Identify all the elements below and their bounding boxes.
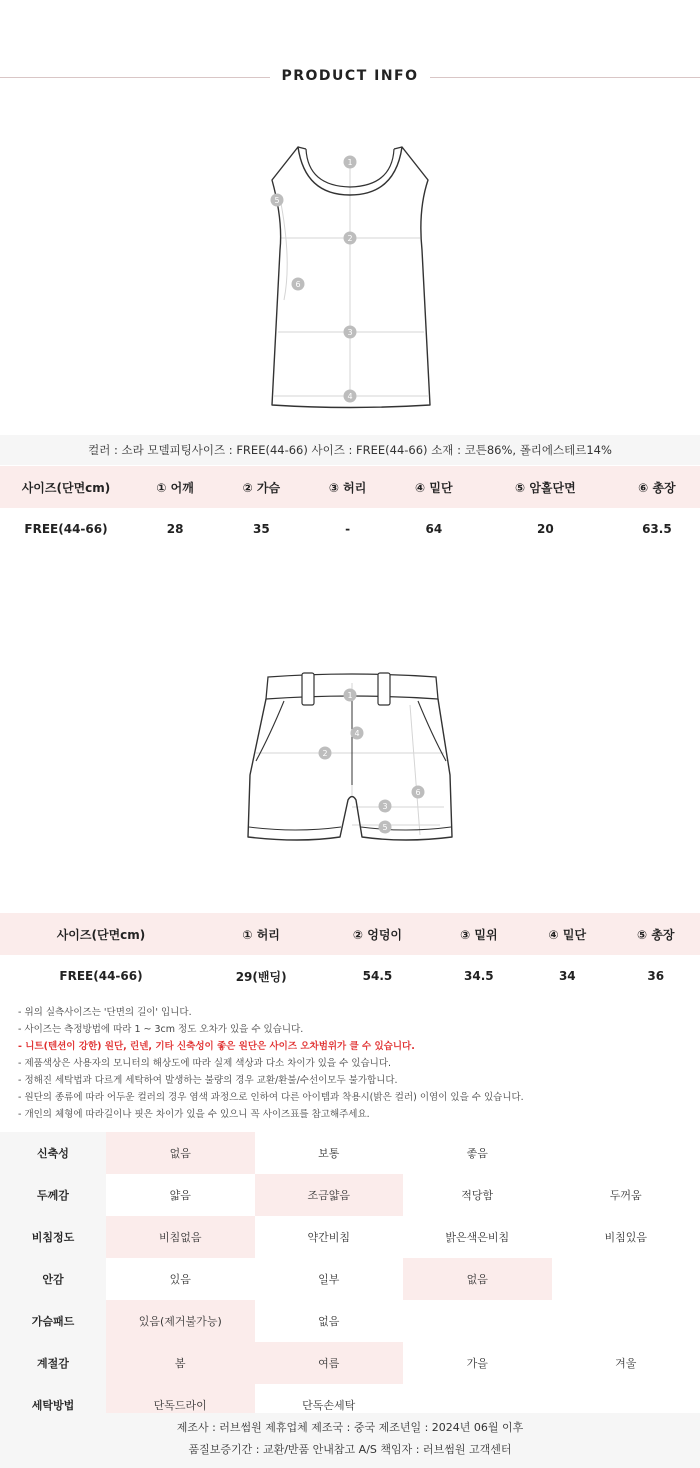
- size-notes: [18, 1004, 688, 1123]
- length-cell: 63.5: [642, 522, 672, 536]
- measurement-marker-label: 6: [415, 788, 421, 797]
- size-table-header-row: [0, 466, 700, 508]
- note-line: - 제품색상은 사용자의 모니터의 해상도에 따라 실제 색상과 다소 차이가 있을 수 있습니다.: [18, 1058, 392, 1069]
- attribute-label: 비침정도: [0, 1216, 106, 1258]
- page-title: PRODUCT INFO: [281, 68, 419, 84]
- hem-cell: 34: [558, 969, 576, 983]
- measurement-marker-label: 4: [354, 729, 360, 738]
- attribute-option: 봄: [106, 1342, 255, 1384]
- attribute-option: 밝은색은비침: [445, 1231, 510, 1244]
- shoulder-cell: 28: [166, 522, 184, 536]
- size-cell: FREE(44-66): [59, 969, 143, 983]
- attribute-option: 보통: [318, 1147, 340, 1160]
- attribute-option: [552, 1300, 700, 1342]
- attribute-option: 일부: [318, 1273, 340, 1286]
- attribute-label: 세탁방법: [0, 1384, 106, 1426]
- attribute-option: [552, 1258, 700, 1300]
- shorts-figure: [0, 665, 700, 850]
- attribute-row: [0, 1132, 700, 1174]
- col-length-header: ⑥ 총장: [614, 466, 700, 508]
- attribute-option: 겨울: [615, 1357, 637, 1370]
- fabric-attribute-table: [0, 1132, 700, 1426]
- measurement-marker-label: 2: [322, 749, 328, 758]
- measurement-marker-label: 1: [347, 158, 353, 167]
- col-shoulder-header: ① 어깨: [132, 466, 218, 508]
- measurement-marker-label: 6: [295, 280, 301, 289]
- attribute-option: 가을: [466, 1357, 488, 1370]
- col-hip-header: ② 엉덩이: [320, 913, 434, 955]
- note-line: - 정해진 세탁법과 다르게 세탁하여 발생하는 불량의 경우 교환/환불/수선이모두 불가합니다.: [18, 1075, 398, 1086]
- sleeveless-top-illustration: [0, 140, 700, 420]
- waist-cell: -: [345, 522, 351, 536]
- table-row: [0, 508, 700, 550]
- attribute-row: [0, 1174, 700, 1216]
- col-size-header: 사이즈(단면cm): [0, 913, 202, 955]
- attribute-option: 있음: [169, 1273, 191, 1286]
- col-size-header: 사이즈(단면cm): [0, 466, 132, 508]
- col-chest-header: ② 가슴: [218, 466, 304, 508]
- warranty-line: 품질보증기간 : 교환/반품 안내참고 A/S 책임자 : 러브썸원 고객센터: [188, 1443, 512, 1456]
- attribute-option: 얇음: [169, 1189, 191, 1202]
- top-garment-figure: [0, 140, 700, 420]
- note-line: - 사이즈는 측정방법에 따라 1 ~ 3cm 정도 오차가 있을 수 있습니다.: [18, 1024, 304, 1035]
- col-hem-header: ④ 밑단: [391, 466, 477, 508]
- attribute-label: 가슴패드: [0, 1300, 106, 1342]
- col-rise-header: ③ 밑위: [435, 913, 523, 955]
- note-line: - 원단의 종류에 따라 어두운 컬러의 경우 염색 과정으로 인하여 다른 아이템과 착용시(밝은 컬러) 이염이 있을 수 있습니다.: [18, 1092, 524, 1103]
- note-line-warning: - 니트(텐션이 강한) 원단, 린넨, 기타 신축성이 좋은 원단은 사이즈 오차범위가 클 수 있습니다.: [18, 1041, 415, 1052]
- attribute-row: [0, 1300, 700, 1342]
- size-cell: FREE(44-66): [24, 522, 108, 536]
- table-row: [0, 955, 700, 997]
- attribute-option: 없음: [318, 1315, 340, 1328]
- measurement-marker-label: 4: [347, 392, 353, 401]
- attribute-option: 단독손세탁: [302, 1399, 356, 1412]
- attribute-option: 없음: [106, 1132, 255, 1174]
- product-attribute-strip: 컬러 : 소라 모델피팅사이즈 : FREE(44-66) 사이즈 : FREE(44-66) 소재 : 코튼86%, 폴리에스테르14%: [0, 435, 700, 465]
- col-length-header: ⑤ 총장: [612, 913, 700, 955]
- shorts-illustration: [0, 665, 700, 850]
- col-armhole-header: ⑤ 암홀단면: [477, 466, 614, 508]
- measurement-marker-label: 3: [347, 328, 353, 337]
- attribute-option: 조금얇음: [255, 1174, 404, 1216]
- attribute-option: 단독드라이: [106, 1384, 255, 1426]
- attribute-option: 여름: [255, 1342, 404, 1384]
- attribute-row: [0, 1258, 700, 1300]
- product-info-header: [0, 0, 700, 160]
- attribute-row: [0, 1216, 700, 1258]
- measurement-marker-label: 1: [347, 691, 353, 700]
- attribute-option: 두꺼움: [609, 1189, 642, 1202]
- col-hem-header: ④ 밑단: [523, 913, 611, 955]
- attribute-option: 있음(제거불가능): [106, 1300, 255, 1342]
- shorts-size-table: [0, 913, 700, 997]
- attribute-label: 안감: [0, 1258, 106, 1300]
- waist-cell: 29(밴딩): [235, 969, 287, 984]
- attribute-option: [552, 1132, 700, 1174]
- manufacturer-info: [0, 1413, 700, 1468]
- top-size-table: [0, 466, 700, 550]
- header-divider-right: [430, 77, 700, 78]
- attribute-option: 비침없음: [106, 1216, 255, 1258]
- attribute-label: 계절감: [0, 1342, 106, 1384]
- note-line: - 개인의 체형에 따라길이나 핏은 차이가 있을 수 있으니 꼭 사이즈표를 참고해주세요.: [18, 1109, 370, 1120]
- attribute-option: [403, 1300, 552, 1342]
- hip-cell: 54.5: [362, 969, 393, 983]
- attribute-option: 비침있음: [604, 1231, 647, 1244]
- size-table-header-row: [0, 913, 700, 955]
- chest-cell: 35: [253, 522, 270, 536]
- attribute-option: 없음: [403, 1258, 552, 1300]
- measurement-marker-label: 5: [382, 823, 388, 832]
- attribute-label: 두께감: [0, 1174, 106, 1216]
- manufacturer-line: 제조사 : 러브썸원 제휴업체 제조국 : 중국 제조년일 : 2024년 06월 이후: [176, 1421, 524, 1434]
- attribute-option: 약간비침: [307, 1231, 350, 1244]
- measurement-marker-label: 2: [347, 234, 353, 243]
- col-waist-header: ① 허리: [202, 913, 320, 955]
- col-waist-header: ③ 허리: [304, 466, 390, 508]
- rise-cell: 34.5: [464, 969, 494, 983]
- attribute-option: 좋음: [466, 1147, 488, 1160]
- measurement-marker-label: 3: [382, 802, 388, 811]
- attribute-option: 적당함: [461, 1189, 494, 1202]
- length-cell: 36: [647, 969, 665, 983]
- armhole-cell: 20: [536, 522, 554, 536]
- hem-cell: 64: [425, 522, 443, 536]
- attribute-row: [0, 1342, 700, 1384]
- measurement-marker-label: 5: [274, 196, 280, 205]
- note-line: - 위의 실측사이즈는 '단면의 길이' 입니다.: [18, 1007, 192, 1018]
- attribute-label: 신축성: [0, 1132, 106, 1174]
